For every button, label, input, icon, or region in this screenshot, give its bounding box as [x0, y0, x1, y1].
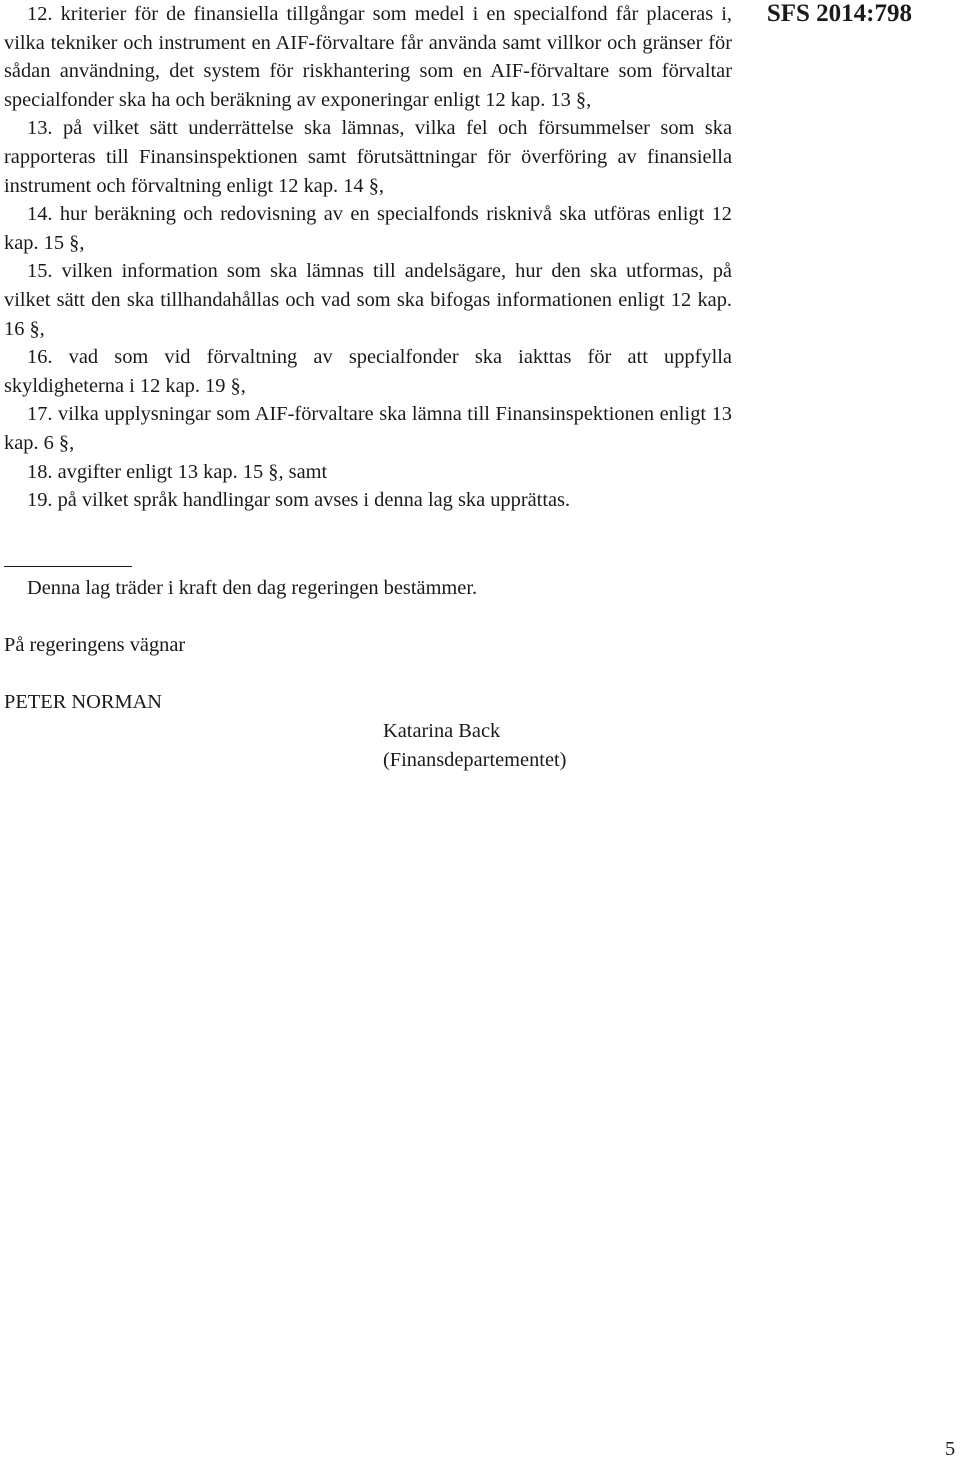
minister-signature: PETER NORMAN [4, 691, 163, 713]
item-number: 14. [27, 203, 53, 226]
item-text: på vilket språk handlingar som avses i denna lag ska upprättas. [57, 489, 571, 512]
official-signature: Katarina Back [383, 720, 501, 742]
item-number: 19. [27, 489, 53, 512]
list-item-13 [4, 114, 732, 200]
item-text: vilka upplysningar som AIF-förvaltare ska lämna till Finansinspektionen enligt 13 kap. 6 §, [4, 403, 732, 454]
numbered-list [4, 0, 732, 515]
list-item-17 [4, 400, 732, 457]
list-item-18 [4, 458, 732, 487]
item-number: 13. [27, 117, 53, 140]
entry-into-force-clause: Denna lag träder i kraft den dag regeringen bestämmer. [27, 577, 478, 599]
list-item-14 [4, 200, 732, 257]
list-item-15 [4, 257, 732, 343]
item-number: 16. [27, 346, 53, 369]
item-text: avgifter enligt 13 kap. 15 §, samt [57, 460, 328, 483]
item-number: 15. [27, 260, 53, 283]
page-number: 5 [945, 1438, 956, 1460]
list-item-12 [4, 0, 732, 114]
item-text: på vilket sätt underrättelse ska lämnas, vilka fel och försummelser som ska rapporteras till Finansinspektionen samt förutsättningar för överföring av finansiella instrument och förvaltning enligt 12 kap. 14 §, [4, 117, 732, 197]
list-item-19 [4, 486, 732, 515]
list-item-16 [4, 343, 732, 400]
item-text: hur beräkning och redovisning av en specialfonds risknivå ska utföras enligt 12 kap. 15 §, [4, 203, 732, 254]
item-text: vad som vid förvaltning av specialfonder ska iakttas för att uppfylla skyldigheterna i 12 kap. 19 §, [4, 346, 732, 397]
department-name: (Finansdepartementet) [383, 749, 567, 771]
item-number: 18. [27, 460, 53, 483]
item-text: vilken information som ska lämnas till andelsägare, hur den ska utformas, på vilket sätt den ska tillhandahållas och vad som ska bifogas informationen enligt 12 kap. 16 §, [4, 260, 732, 340]
document-id: SFS 2014:798 [766, 0, 912, 27]
item-text: kriterier för de finansiella tillgångar som medel i en specialfond får placeras i, vilka tekniker och instrument en AIF-förvaltare får använda samt villkor och gränser för sådan användning, det system för riskhantering som en AIF-förvaltare som förvaltar specialfonder ska ha och beräkning av exponeringar enligt 12 kap. 13 §, [4, 3, 732, 111]
item-number: 12. [27, 3, 53, 25]
item-number: 17. [27, 403, 53, 426]
on-behalf-line: På regeringens vägnar [4, 634, 186, 656]
section-divider [4, 566, 132, 567]
